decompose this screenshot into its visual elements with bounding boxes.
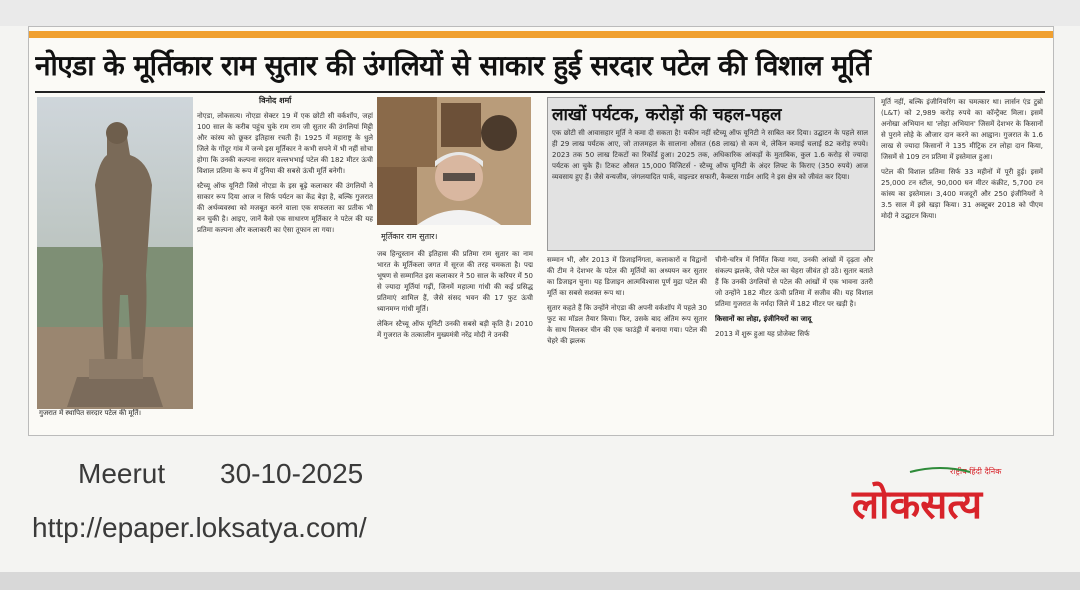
- tourism-box: [547, 97, 875, 251]
- col4-subheading: किसानों का लोहा, इंजीनियरों का जादू: [715, 315, 812, 323]
- col4-paragraph-1: चीनी-चरित्र में निर्मित किया गया, उनकी आंखों में दृढ़ता और संकल्प झलके, जैसे पटेल का चेहरा जीवंत हो उठे। सुतार बताते हैं कि उनकी उंगलियों से पटेल की आंखों में एक भावना उतरी जो उन्होंने 182 मीटर ऊंची प्रतिमा में सजीव की। यह विशाल प्रतिमा गुजरात के नर्मदा जिले में 182 मीटर पर खड़ी है।: [715, 256, 873, 308]
- sculptor-image: [377, 97, 531, 225]
- box-text: एक छोटी सी आवासहार मूर्ति ने कमा दी सकता है! यकीन नहीं स्टैच्यू ऑफ यूनिटी ने साबित कर दिया। उद्घाटन के पहले साल ही 29 लाख पर्यटक आए, जो ताजमहल के सालाना औसत (68 लाख) से कम थे, लेकिन कमाई चलाई 82 करोड़ रुपये। 2023 तक 50 लाख टिकटों का रिकॉर्ड हुआ। 2025 तक, अधिकारिक आंकड़ों के मुताबिक, कुल 1.6 करोड़ से ज्यादा पर्यटक आ चुके हैं। टिकट औसत 15,000 विजिटर्स - स्टैच्यू ऑफ यूनिटी के अंदर लिफ्ट के किराए (350 रुपये) आज व्यवसाय हुए हैं। जैसे वन्यजीव, जंगलयादित पार्क, वाइल्डर सफारी, कैक्टस गार्डन आदि ने इस क्षेत्र को जीवंत कर दिया।: [552, 129, 868, 181]
- newspaper-clipping: [28, 26, 1054, 436]
- headline-rule: [35, 91, 1045, 93]
- col2-paragraph-2: लेकिन स्टैच्यू ऑफ यूनिटी उनकी सबसे बड़ी कृति है। 2010 में गुजरात के तत्कालीन मुख्यमंत्री नरेंद्र मोदी ने उनकी: [377, 320, 533, 339]
- article-column-3: [547, 255, 707, 429]
- statue-caption: गुजरात में स्थापित सरदार पटेल की मूर्ति।: [39, 409, 142, 417]
- sculptor-photo: [377, 97, 531, 225]
- loksatya-logo: [850, 462, 1050, 530]
- svg-text:लोकसत्य: लोकसत्य: [852, 482, 983, 528]
- byline: विनोद शर्मा: [259, 96, 292, 105]
- top-margin: [0, 0, 1080, 26]
- article-column-1: [197, 111, 373, 429]
- article-headline: नोएडा के मूर्तिकार राम सुतार की उंगलियों से साकार हुई सरदार पटेल की विशाल मूर्ति: [35, 49, 871, 82]
- col5-paragraph-1: मूर्ति नहीं, बल्कि इंजीनियरिंग का चमत्कार था। लार्सन एंड टुब्रो (L&T) को 2,989 करोड़ रुपये का कॉन्ट्रैक्ट मिला। इसमें अनोखा अभियान था 'लोहा अभियान' जिसमें देशभर के किसानों से पुराने लोहे के औजार दान करने का आह्वान। गुजरात के 1.6 लाख से ज्यादा किसानों ने 135 मीट्रिक टन लोहा दान किया, जिसमें से 109 टन प्रतिमा में इस्तेमाल हुआ।: [881, 98, 1043, 161]
- col4-paragraph-2: 2013 में शुरू हुआ यह प्रोजेक्ट सिर्फ: [715, 330, 810, 338]
- loksatya-logo-mark: [850, 462, 1050, 530]
- col1-paragraph-1: नोएडा, लोकसत्य। नोएडा सेक्टर 19 में एक छोटी सी वर्कशॉप, जहां 100 साल के करीब पहुंच चुके राम राम जी सुतार की उंगलियां मिट्टी और कांस्य को छूकर इतिहास रचती हैं। 1925 में महाराष्ट्र के धुले जिले के गोंदूर गांव में जन्मे इस मूर्तिकार ने कभी सपने में भी नहीं सोचा होगा कि उनकी कल्पना सरदार वल्लभभाई पटेल की 182 मीटर ऊंची विशाल प्रतिमा के रूप में दुनिया की सबसे ऊंची मूर्ति बनेगी।: [197, 112, 373, 175]
- col5-paragraph-2: पटेल की विशाल प्रतिमा सिर्फ 33 महीनों में पूरी हुई। इसमें 25,000 टन स्टील, 90,000 घन मीटर कंक्रीट, 5,700 टन कांस्य का इस्तेमाल। 3,400 मजदूरों और 250 इंजीनियरों ने 3.5 साल में इसे खड़ा किया। 31 अक्टूबर 2018 को पीएम मोदी ने उद्घाटन किया।: [881, 168, 1043, 220]
- sculptor-caption: मूर्तिकार राम सुतार।: [381, 232, 438, 241]
- col1-paragraph-2: स्टैच्यू ऑफ यूनिटी जिसे नोएडा के इस बूढ़े कलाकार की उंगलियों ने साकार रूप दिया आज न सिर्फ पर्यटन का केंद्र बेड़ा है, बल्कि गुजरात की अर्थव्यवस्था को मजबूत करने वाला एक सफलता का प्रतीक भी बन चुकी है। आइए, जानें कैसे एक साधारण मूर्तिकार ने पटेल की यह प्रतिमा कल्पना और कलाकारी का ऐसा तूफान ला गया।: [197, 182, 373, 234]
- orange-rule: [29, 31, 1053, 38]
- col3-paragraph-1: सम्मान भी, और 2013 में डिजाइनिंगता, कलाकारों व विद्वानों की टीम ने देशभर के पटेल की मूर्तियों का अध्ययन कर सुतार का डिजाइन चुना। यह डिजाइन आत्मविश्वास पूर्ण मुद्रा पटेल की मूर्ति का सबसे सशक्त रूप था।: [547, 256, 707, 297]
- statue-image: [37, 97, 193, 409]
- epaper-url[interactable]: http://epaper.loksatya.com/: [32, 512, 367, 543]
- article-column-2: [377, 249, 533, 429]
- article-column-4: [715, 255, 873, 429]
- bottom-margin: [0, 572, 1080, 590]
- statue-photo: [37, 97, 193, 409]
- box-title: लाखों पर्यटक, करोड़ों की चहल-पहल: [552, 105, 782, 125]
- article-column-5: [881, 97, 1043, 429]
- svg-text:राष्ट्रीय हिंदी दैनिक: राष्ट्रीय हिंदी दैनिक: [950, 467, 1002, 476]
- col2-paragraph-1: जब हिन्दुस्तान की इतिहास की प्रतिमा राम सुतार का नाम भारत के मूर्तिकला जगत में सूरज की तरह चमकता है। पद्म भूषण से सम्मानित इस कलाकार ने 50 साल के करियर में 50 से ज्यादा मूर्तियां गढ़ीं, जिनमें महात्मा गांधी की कई प्रसिद्ध प्रतिमाएं शामिल हैं, जैसे संसद भवन की 17 फुट ऊंची ध्यानमग्न गांधी मूर्ति।: [377, 250, 533, 313]
- col3-paragraph-2: सुतार कहते हैं कि उन्होंने नोएडा की अपनी वर्कशॉप में पहले 30 फुट का मॉडल तैयार किया। फिर, उसके बाद अंतिम रूप सुतार के साथ मिलकर चीन की एक फाउंड्री में बनाया गया। पटेल की चेहरे की झलक: [547, 304, 707, 345]
- edition-date: 30-10-2025: [220, 458, 364, 489]
- edition-city: Meerut: [78, 458, 166, 489]
